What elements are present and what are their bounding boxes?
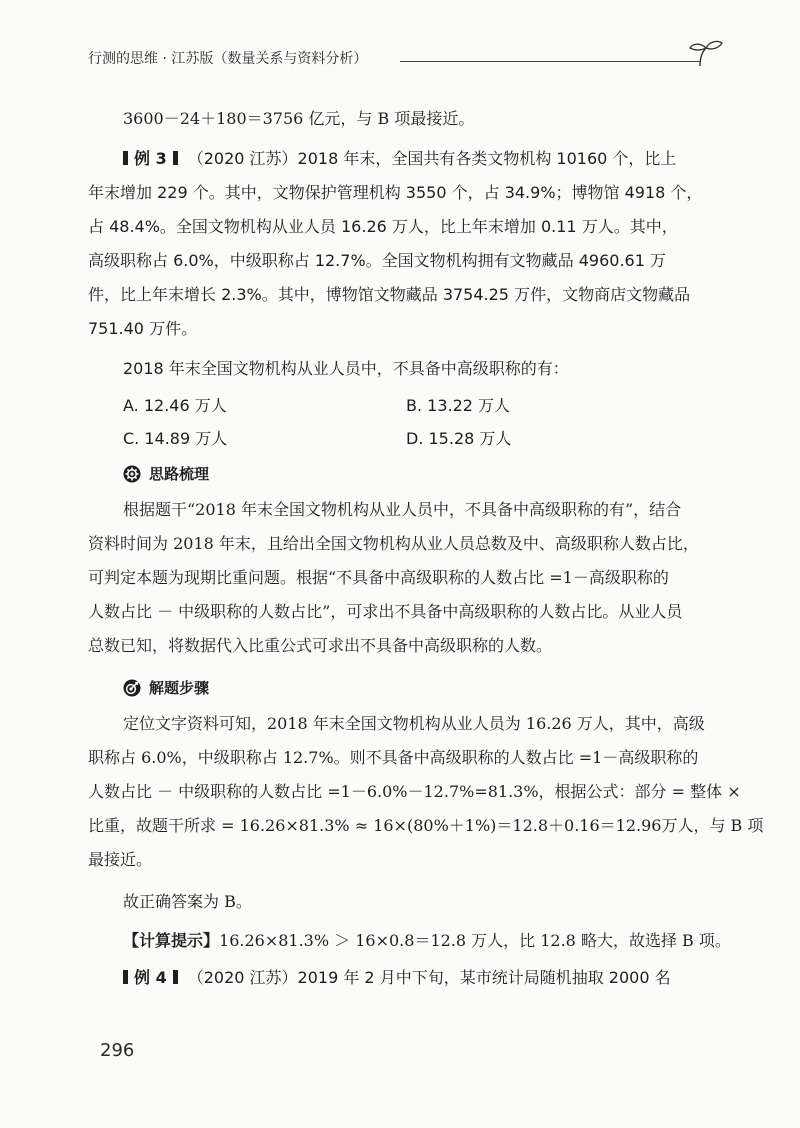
thinking-section-heading [123, 463, 209, 484]
example4-text: 2019 年 2 月中下旬，某市统计局随机抽取 2000 名 [297, 968, 671, 987]
tag-bar-left [123, 151, 128, 165]
steps-section-heading [123, 677, 209, 698]
steps-title: 解题步骤 [149, 679, 210, 697]
steps-line-0: 定位文字资料可知，2018 年末全国文物机构从业人员为 16.26 万人，其中，高级 [123, 714, 705, 733]
example3-line-1: 年末增加 229 个。其中，文物保护管理机构 3550 个，占 34.9%；博物馆 4918 个， [88, 183, 703, 202]
example3-tag: 例 3 [134, 149, 167, 168]
previous-answer-line: 3600－24＋180＝3756 亿元，与 B 项最接近。 [123, 109, 475, 128]
thinking-line-1: 资料时间为 2018 年末，且给出全国文物机构从业人员总数及中、高级职称人数占比， [88, 534, 699, 553]
header-rule [400, 61, 700, 62]
example3-line-4: 件，比上年末增长 2.3%。其中，博物馆文物藏品 3754.25 万件，文物商店文物藏品 [88, 285, 691, 304]
gear-icon [123, 465, 141, 483]
header-title: 行测的思维 · 江苏版（数量关系与资料分析） [88, 51, 368, 67]
steps-line-2: 人数占比 － 中级职称的人数占比 =1－6.0%－12.7%=81.3%，根据公式：部分 = 整体 × [88, 782, 741, 801]
answer-line: 故正确答案为 B。 [123, 892, 252, 911]
calculation-tip [123, 930, 731, 952]
option-d: D. 15.28 万人 [406, 429, 512, 448]
target-icon [123, 679, 141, 697]
steps-line-3: 比重，故题干所求 = 16.26×81.3% ≈ 16×(80%＋1%)＝12.8＋0.16＝12.96万人，与 B 项 [88, 816, 764, 835]
example3-line-0: 2018 年末，全国共有各类文物机构 10160 个，比上 [297, 149, 677, 168]
tag-bar-left [123, 970, 128, 984]
tag-bar-right [173, 970, 178, 984]
example3-source: （2020 江苏） [187, 149, 298, 168]
option-c: C. 14.89 万人 [123, 429, 228, 448]
example4-tag: 例 4 [134, 968, 167, 987]
sprout-icon [686, 38, 726, 68]
option-a: A. 12.46 万人 [123, 396, 227, 415]
example3-line-5: 751.40 万件。 [88, 319, 198, 338]
running-header [88, 44, 728, 72]
option-b: B. 13.22 万人 [406, 396, 511, 415]
example4-source: （2020 江苏） [187, 968, 298, 987]
example3-line-2: 占 48.4%。全国文物机构从业人员 16.26 万人，比上年末增加 0.11 万人。其中， [88, 217, 678, 236]
steps-line-1: 职称占 6.0%，中级职称占 12.7%。则不具备中高级职称的人数占比 =1－高级职称的 [88, 748, 699, 767]
thinking-line-3: 人数占比 － 中级职称的人数占比”，可求出不具备中高级职称的人数占比。从业人员 [88, 602, 683, 621]
thinking-line-4: 总数已知，将数据代入比重公式可求出不具备中高级职称的人数。 [88, 636, 553, 655]
page-number: 296 [100, 1040, 135, 1061]
example3-first-line [123, 148, 676, 170]
example4-first-line [123, 967, 671, 989]
thinking-line-0: 根据题干“2018 年末全国文物机构从业人员中，不具备中高级职称的有”，结合 [123, 500, 682, 519]
tip-label: 【计算提示】 [123, 931, 220, 950]
tip-text: 16.26×81.3% ＞ 16×0.8＝12.8 万人，比 12.8 略大，故选择 B 项。 [219, 931, 731, 950]
example3-line-3: 高级职称占 6.0%，中级职称占 12.7%。全国文物机构拥有文物藏品 4960.61 万 [88, 251, 666, 270]
thinking-title: 思路梳理 [149, 465, 210, 483]
steps-line-4: 最接近。 [88, 850, 153, 869]
example3-question: 2018 年末全国文物机构从业人员中，不具备中高级职称的有： [123, 359, 569, 378]
tag-bar-right [173, 151, 178, 165]
thinking-line-2: 可判定本题为现期比重问题。根据“不具备中高级职称的人数占比 =1－高级职称的 [88, 568, 669, 587]
